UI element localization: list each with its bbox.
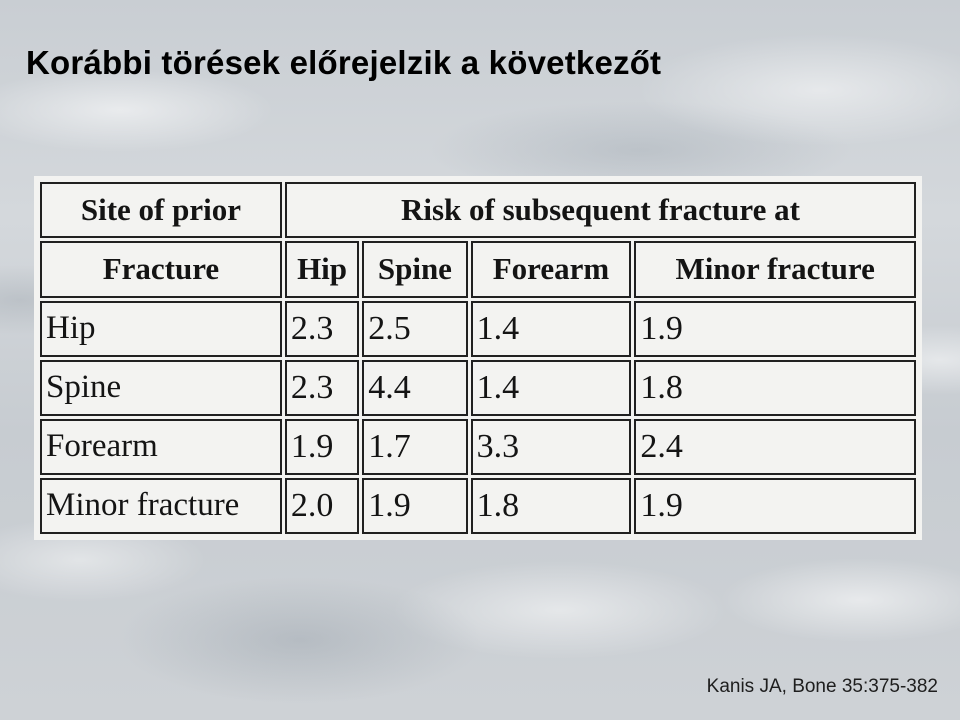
risk-table-image <box>34 176 922 540</box>
table-cell: 2.5 <box>362 301 467 357</box>
column-header-hip: Hip <box>285 241 359 297</box>
table-cell: 1.9 <box>362 478 467 534</box>
header-site-of-prior: Site of prior <box>40 182 282 238</box>
table-cell: 2.4 <box>634 419 916 475</box>
table-cell: 1.7 <box>362 419 467 475</box>
table-row <box>40 478 916 534</box>
column-header-forearm: Forearm <box>471 241 632 297</box>
table-cell: 1.9 <box>634 301 916 357</box>
table-row <box>40 301 916 357</box>
table-row <box>40 360 916 416</box>
table-cell: 4.4 <box>362 360 467 416</box>
column-header-spine: Spine <box>362 241 467 297</box>
header-fracture: Fracture <box>40 241 282 297</box>
row-label-spine: Spine <box>40 360 282 416</box>
header-risk-of-subsequent-fracture: Risk of subsequent fracture at <box>285 182 916 238</box>
row-label-minor-fracture: Minor fracture <box>40 478 282 534</box>
column-header-minor-fracture: Minor fracture <box>634 241 916 297</box>
table-cell: 3.3 <box>471 419 632 475</box>
fracture-risk-table <box>37 179 919 537</box>
table-cell: 1.8 <box>634 360 916 416</box>
table-cell: 1.4 <box>471 301 632 357</box>
table-row <box>40 419 916 475</box>
table-cell: 1.9 <box>285 419 359 475</box>
table-cell: 1.9 <box>634 478 916 534</box>
table-cell: 1.4 <box>471 360 632 416</box>
row-label-forearm: Forearm <box>40 419 282 475</box>
slide-title: Korábbi törések előrejelzik a következőt <box>26 44 662 81</box>
table-cell: 2.3 <box>285 301 359 357</box>
citation-reference: Kanis JA, Bone 35:375-382 <box>706 676 938 697</box>
table-cell: 2.3 <box>285 360 359 416</box>
table-subheader-row <box>40 241 916 297</box>
table-cell: 1.8 <box>471 478 632 534</box>
table-cell: 2.0 <box>285 478 359 534</box>
row-label-hip: Hip <box>40 301 282 357</box>
table-header-row <box>40 182 916 238</box>
